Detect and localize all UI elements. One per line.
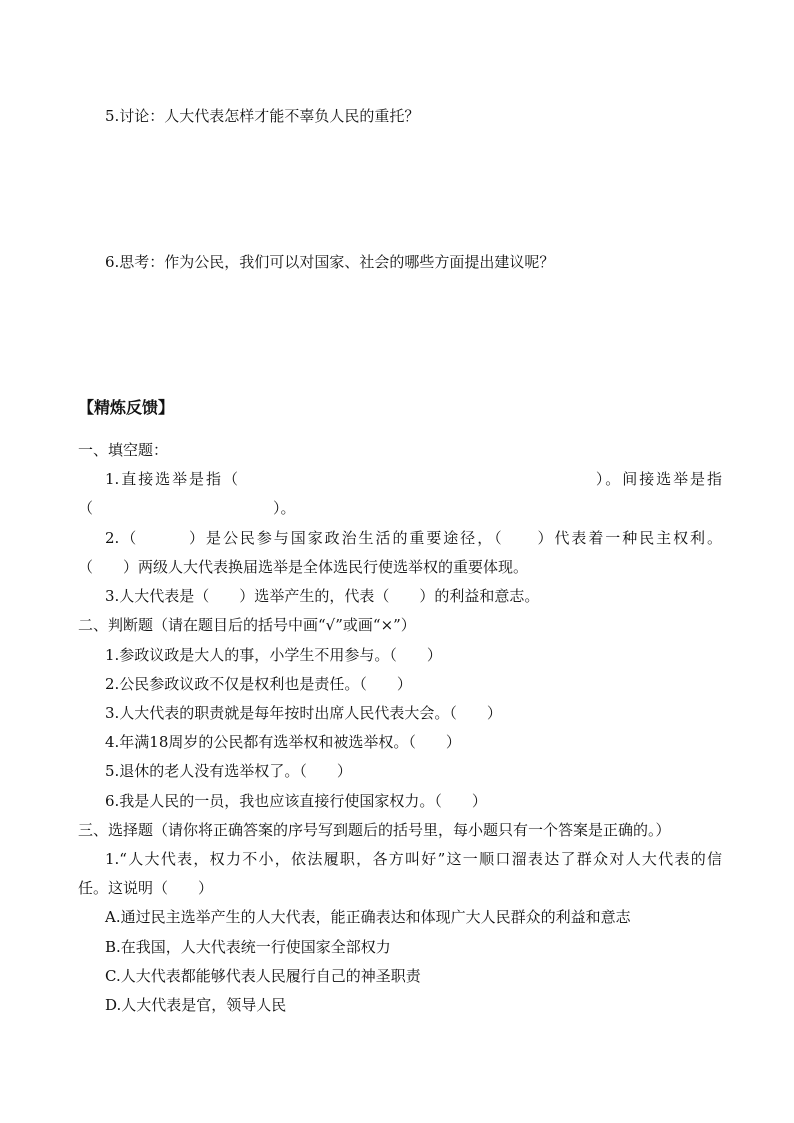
choice-q1-line-2: 任。这说明（ ） (78, 879, 214, 897)
choice-option-d: D.人大代表是官，领导人民 (105, 996, 287, 1014)
judge-item-2: 2.公民参政议政不仅是权利也是责任。（ ） (105, 675, 412, 693)
judge-title: 二、判断题（请在题目后的括号中画“√”或画“×”） (78, 616, 416, 634)
choice-q1-line-1: 1.“人大代表，权力不小，依法履职，各方叫好”这一顺口溜表达了群众对人大代表的信 (105, 850, 722, 868)
fill-item-2-line-1: 2.（ ）是公民参与国家政治生活的重要途径，（ ）代表着一种民主权利。 (105, 529, 722, 547)
fill-item-1-line-2: （ ）。 (78, 499, 296, 517)
question-6: 6.思考：作为公民，我们可以对国家、社会的哪些方面提出建议呢？ (105, 253, 555, 271)
fill-item-1-line-1: 1.直接选举是指（ ）。间接选举是指 (105, 470, 722, 488)
judge-item-1: 1.参政议政是大人的事，小学生不用参与。（ ） (105, 646, 442, 664)
fill-item-2-line-2: （ ）两级人大代表换届选举是全体选民行使选举权的重要体现。 (78, 558, 529, 576)
choice-option-c: C.人大代表都能够代表人民履行自己的神圣职责 (105, 967, 421, 985)
question-5: 5.讨论：人大代表怎样才能不辜负人民的重托？ (105, 107, 420, 125)
choice-option-a: A.通过民主选举产生的人大代表，能正确表达和体现广大人民群众的利益和意志 (105, 908, 631, 926)
judge-item-3: 3.人大代表的职责就是每年按时出席人民代表大会。（ ） (105, 704, 502, 722)
judge-item-5: 5.退休的老人没有选举权了。（ ） (105, 762, 352, 780)
choice-option-b: B.在我国，人大代表统一行使国家全部权力 (105, 938, 391, 956)
fill-blank-title: 一、填空题： (78, 441, 169, 459)
choice-title: 三、选择题（请你将正确答案的序号写到题后的括号里，每小题只有一个答案是正确的。） (78, 821, 671, 839)
section-title: 【精炼反馈】 (78, 398, 175, 417)
judge-item-6: 6.我是人民的一员，我也应该直接行使国家权力。（ ） (105, 792, 487, 810)
judge-item-4: 4.年满18周岁的公民都有选举权和被选举权。（ ） (105, 733, 461, 751)
fill-item-3: 3.人大代表是（ ）选举产生的，代表（ ）的利益和意志。 (105, 587, 540, 605)
